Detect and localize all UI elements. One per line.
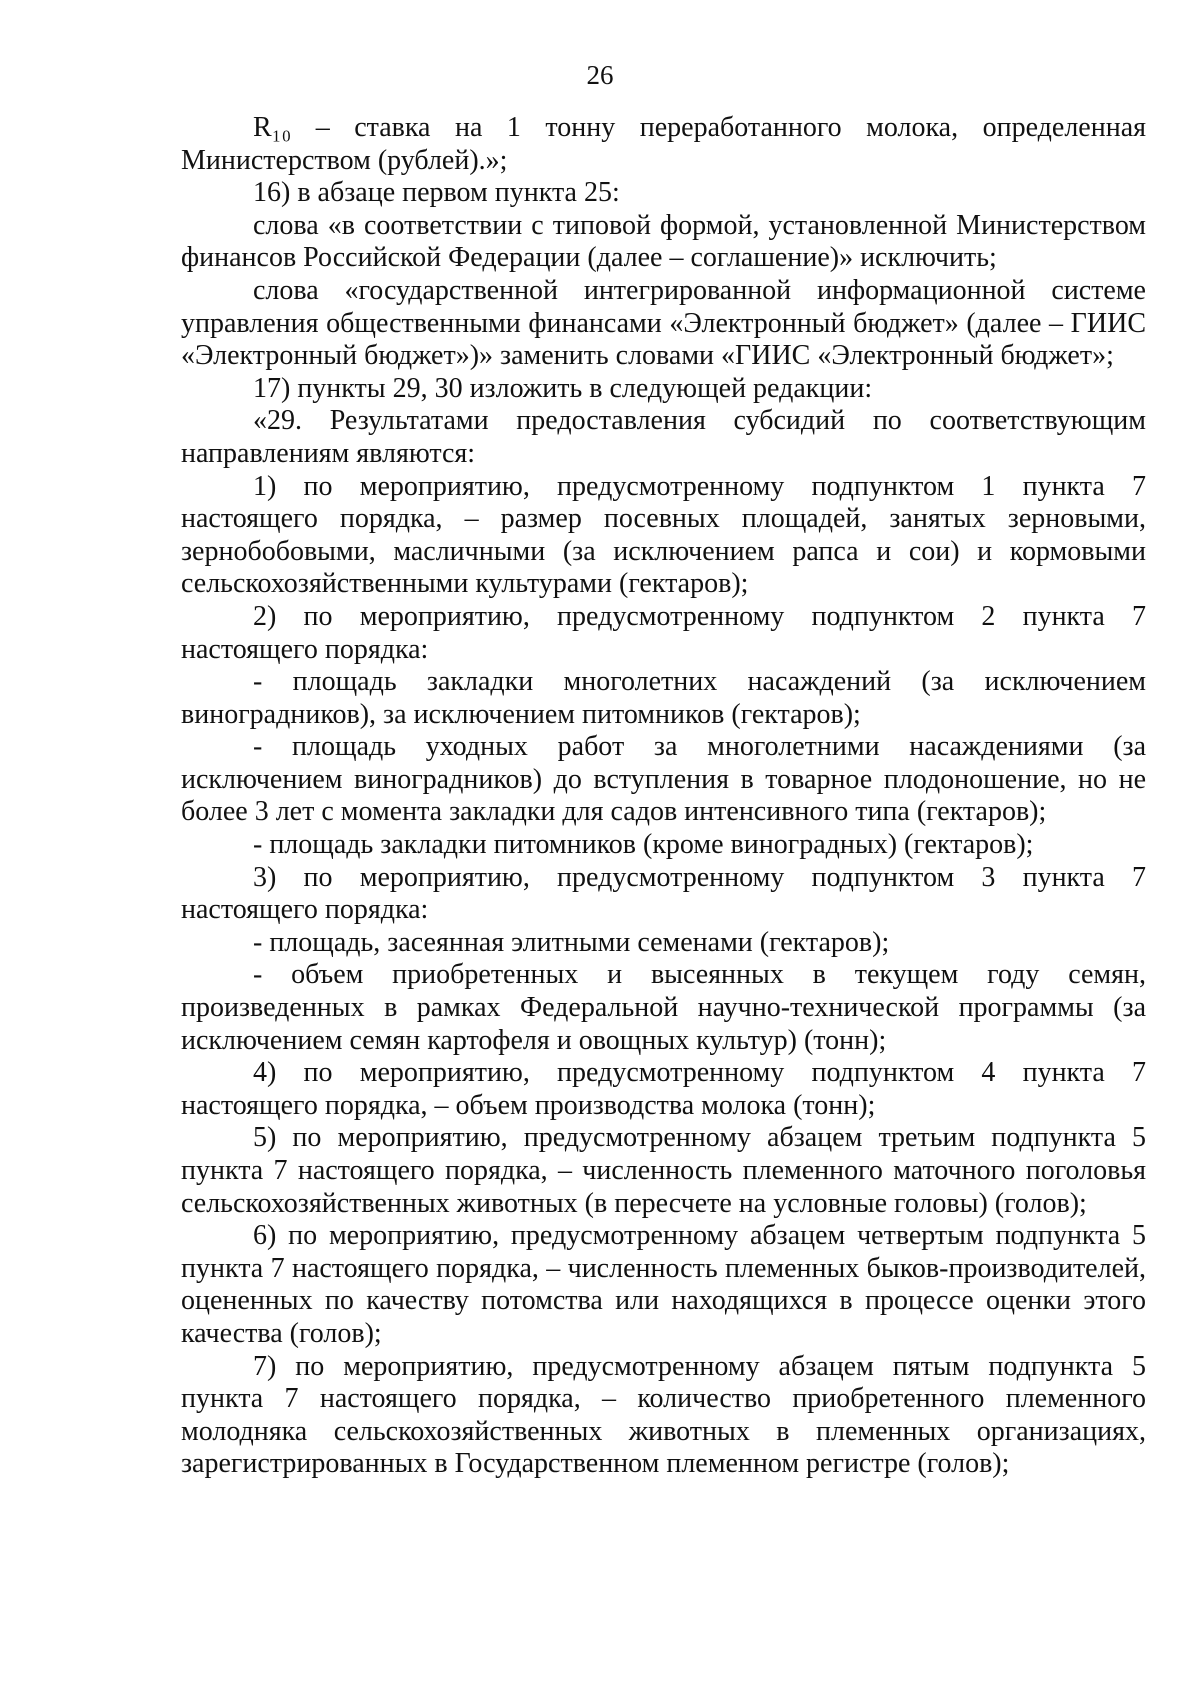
paragraph-bullet-orchard-care: - площадь уходных работ за многолетними насаждениями (за исключением виноградников) до вступления в товарное плодоношение, но не более 3 лет с момента закладки для садов интенсивного типа (гектаров); [181,731,1146,828]
paragraph-subitem-2: 2) по мероприятию, предусмотренному подпунктом 2 пункта 7 настоящего порядка: [181,600,1146,665]
document-body [181,112,1146,1481]
paragraph-r10-definition: R₁₀ – ставка на 1 тонну переработанного молока, определенная Министерством (рублей).»; [181,112,1146,176]
paragraph-subitem-4: 4) по мероприятию, предусмотренному подпунктом 4 пункта 7 настоящего порядка, – объем производства молока (тонн); [181,1057,1146,1121]
paragraph-bullet-seed-volume: - объем приобретенных и высеянных в текущем году семян, произведенных в рамках Федеральной научно-технической программы (за исключением семян картофеля и овощных культур) (тонн); [181,959,1146,1056]
paragraph-bullet-orchard-planting: - площадь закладки многолетних насаждений (за исключением виноградников), за исключением питомников (гектаров); [181,666,1146,730]
paragraph-bullet-nursery-planting: - площадь закладки питомников (кроме виноградных) (гектаров); [253,829,1034,861]
paragraph-subitem-7: 7) по мероприятию, предусмотренному абзацем пятым подпункта 5 пункта 7 настоящего порядка, – количество приобретенного племенного молодняка сельскохозяйственных животных в племенных организациях, зарегистрированных в Государственном племенном регистре (голов); [181,1350,1146,1480]
paragraph-subitem-1: 1) по мероприятию, предусмотренному подпунктом 1 пункта 7 настоящего порядка, – размер посевных площадей, занятых зерновыми, зернобобовыми, масличными (за исключением рапса и сои) и кормовыми сельскохозяйственными культурами (гектаров); [181,470,1146,600]
paragraph-item-16: 16) в абзаце первом пункта 25: [253,177,620,209]
paragraph-subitem-3: 3) по мероприятию, предусмотренному подпунктом 3 пункта 7 настоящего порядка: [181,861,1146,926]
paragraph-words-replace: слова «государственной интегрированной информационной системе управления общественными финансами «Электронный бюджет» (далее – ГИИС «Электронный бюджет»)» заменить словами «ГИИС «Электронный бюджет»; [181,274,1146,372]
paragraph-item-17: 17) пункты 29, 30 изложить в следующей редакции: [253,372,873,404]
page-number: 26 [586,60,614,90]
paragraph-point-29: «29. Результатами предоставления субсидий по соответствующим направлениям являются: [181,405,1146,469]
paragraph-bullet-elite-seeds: - площадь, засеянная элитными семенами (гектаров); [253,926,890,958]
paragraph-subitem-6: 6) по мероприятию, предусмотренному абзацем четвертым подпункта 5 пункта 7 настоящего порядка, – численность племенных быков-производителей, оцененных по качеству потомства или находящихся в процессе оценки этого качества (голов); [181,1220,1146,1349]
paragraph-subitem-5: 5) по мероприятию, предусмотренному абзацем третьим подпункта 5 пункта 7 настоящего порядка, – численность племенного маточного поголовья сельскохозяйственных животных (в пересчете на условные головы) (голов); [181,1122,1146,1219]
paragraph-words-exclude: слова «в соответствии с типовой формой, установленной Министерством финансов Российской Федерации (далее – соглашение)» исключить; [181,209,1146,274]
